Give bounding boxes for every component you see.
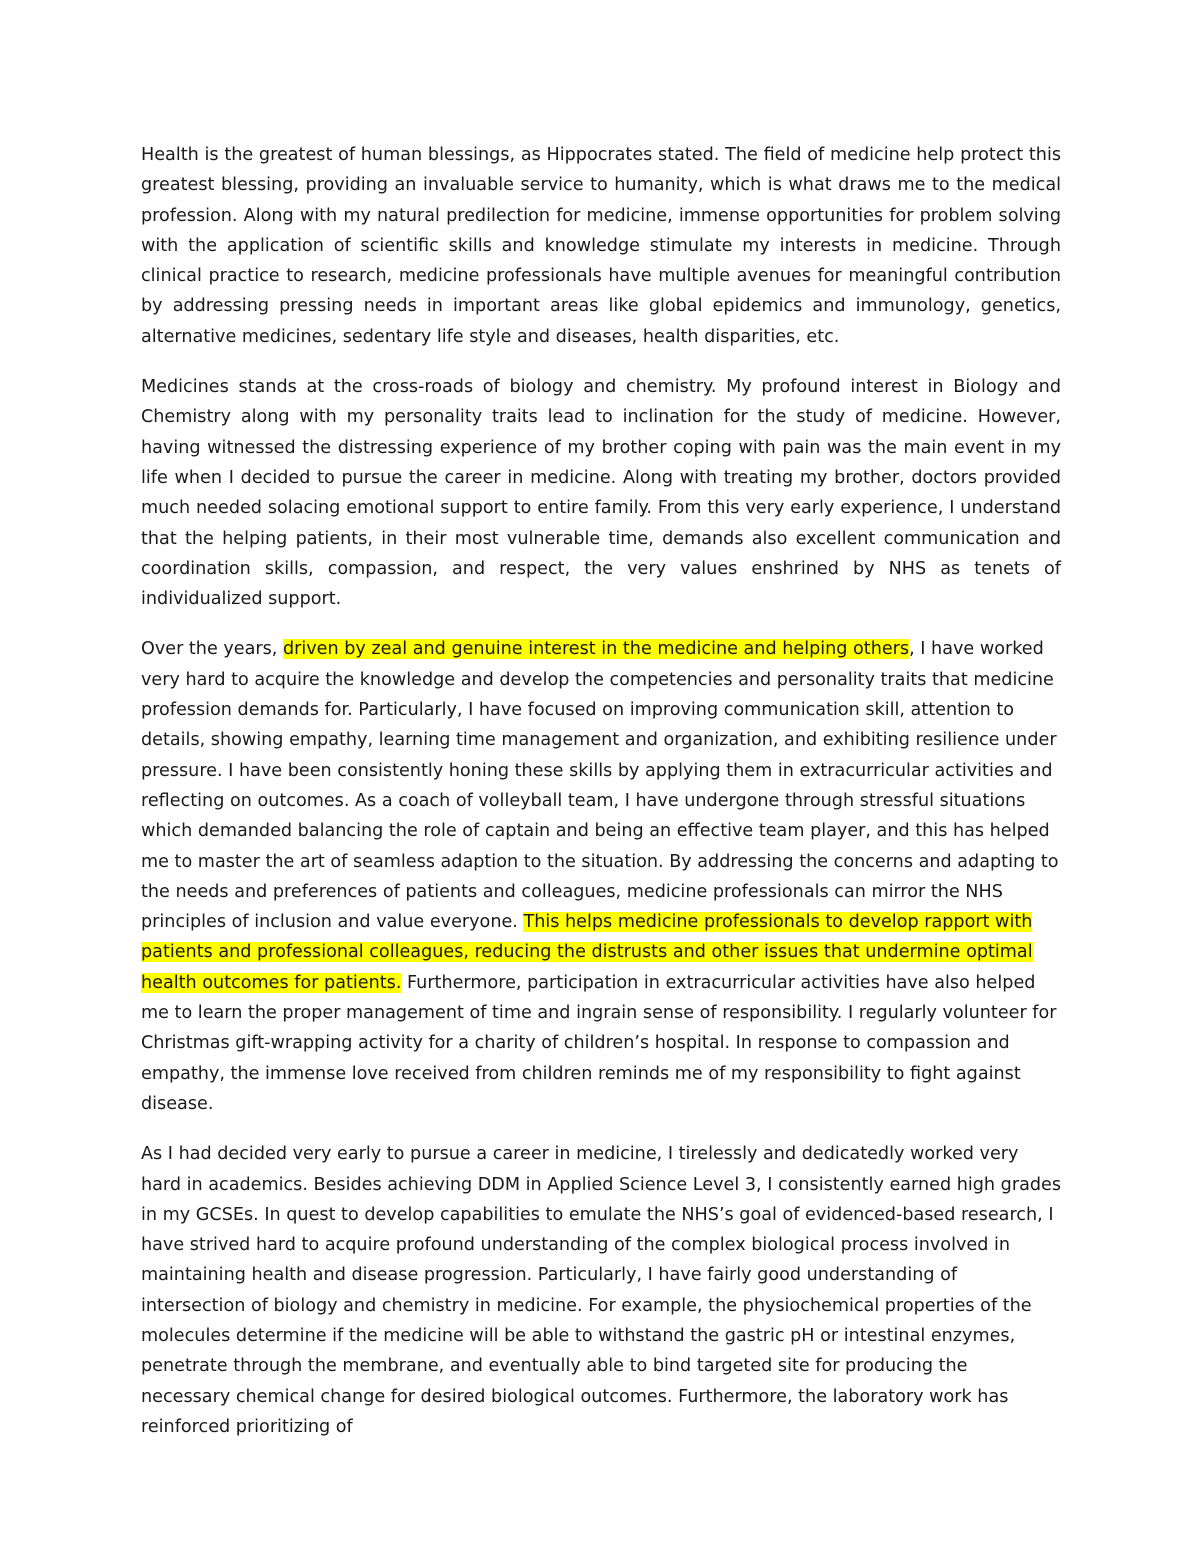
document-body xyxy=(141,140,1061,1462)
paragraph-academics xyxy=(141,1139,1061,1442)
text-segment: Health is the greatest of human blessings, as Hippocrates stated. The field of medicine help protect this greatest blessing, providing an invaluable service to humanity, which is what draws me to the medical profession. Along with my natural predilection for medicine, immense opportunities for problem solving with the application of scientific skills and knowledge stimulate my interests in medicine. Through clinical practice to research, medicine professionals have multiple avenues for meaningful contribution by addressing pressing needs in important areas like global epidemics and immunology, genetics, alternative medicines, sedentary life style and diseases, health disparities, etc. xyxy=(141,145,1061,347)
paragraph-medicines xyxy=(141,372,1061,614)
text-segment: , I have worked very hard to acquire the knowledge and develop the competencies and personality traits that medicine profession demands for. Particularly, I have focused on improving communication skill, attention to details, showing empathy, learning time management and organization, and exhibiting resilience under pressure. I have been consistently honing these skills by applying them in extracurricular activities and reflecting on outcomes. As a coach of volleyball team, I have undergone through stressful situations which demanded balancing the role of captain and being an effective team player, and this has helped me to master the art of seamless adaption to the situation. By addressing the concerns and adapting to the needs and preferences of patients and colleagues, medicine professionals can mirror the NHS principles of inclusion and value everyone. xyxy=(141,639,1059,933)
paragraph-over-the-years xyxy=(141,634,1061,1119)
text-segment: Over the years, xyxy=(141,639,283,660)
highlighted-text: driven by zeal and genuine interest in the medicine and helping others xyxy=(282,639,910,660)
highlighted-text: This helps medicine professionals to develop rapport with patients and professional colleagues, reducing the distrusts and other issues that undermine optimal health outcomes for patients. xyxy=(141,912,1033,993)
text-segment: As I had decided very early to pursue a career in medicine, I tirelessly and dedicatedly worked very hard in academics. Besides achieving DDM in Applied Science Level 3, I consistently earned high grades in my GCSEs. In quest to develop capabilities to emulate the NHS’s goal of evidenced-based research, I have strived hard to acquire profound understanding of the complex biological process involved in maintaining health and disease progression. Particularly, I have fairly good understanding of intersection of biology and chemistry in medicine. For example, the physiochemical properties of the molecules determine if the medicine will be able to withstand the gastric pH or intestinal enzymes, penetrate through the membrane, and eventually able to bind targeted site for producing the necessary chemical change for desired biological outcomes. Furthermore, the laboratory work has reinforced prioritizing of xyxy=(141,1144,1062,1437)
text-segment: Medicines stands at the cross-roads of biology and chemistry. My profound interest in Biology and Chemistry along with my personality traits lead to inclination for the study of medicine. However, having witnessed the distressing experience of my brother coping with pain was the main event in my life when I decided to pursue the career in medicine. Along with treating my brother, doctors provided much needed solacing emotional support to entire family. From this very early experience, I understand that the helping patients, in their most vulnerable time, demands also excellent communication and coordination skills, compassion, and respect, the very values enshrined by NHS as tenets of individualized support. xyxy=(141,377,1061,610)
paragraph-health xyxy=(141,140,1061,352)
text-segment: Furthermore, participation in extracurricular activities have also helped me to learn the proper management of time and ingrain sense of responsibility. I regularly volunteer for Christmas gift-wrapping activity for a charity of children’s hospital. In response to compassion and empathy, the immense love received from children reminds me of my responsibility to fight against disease. xyxy=(141,972,1057,1114)
